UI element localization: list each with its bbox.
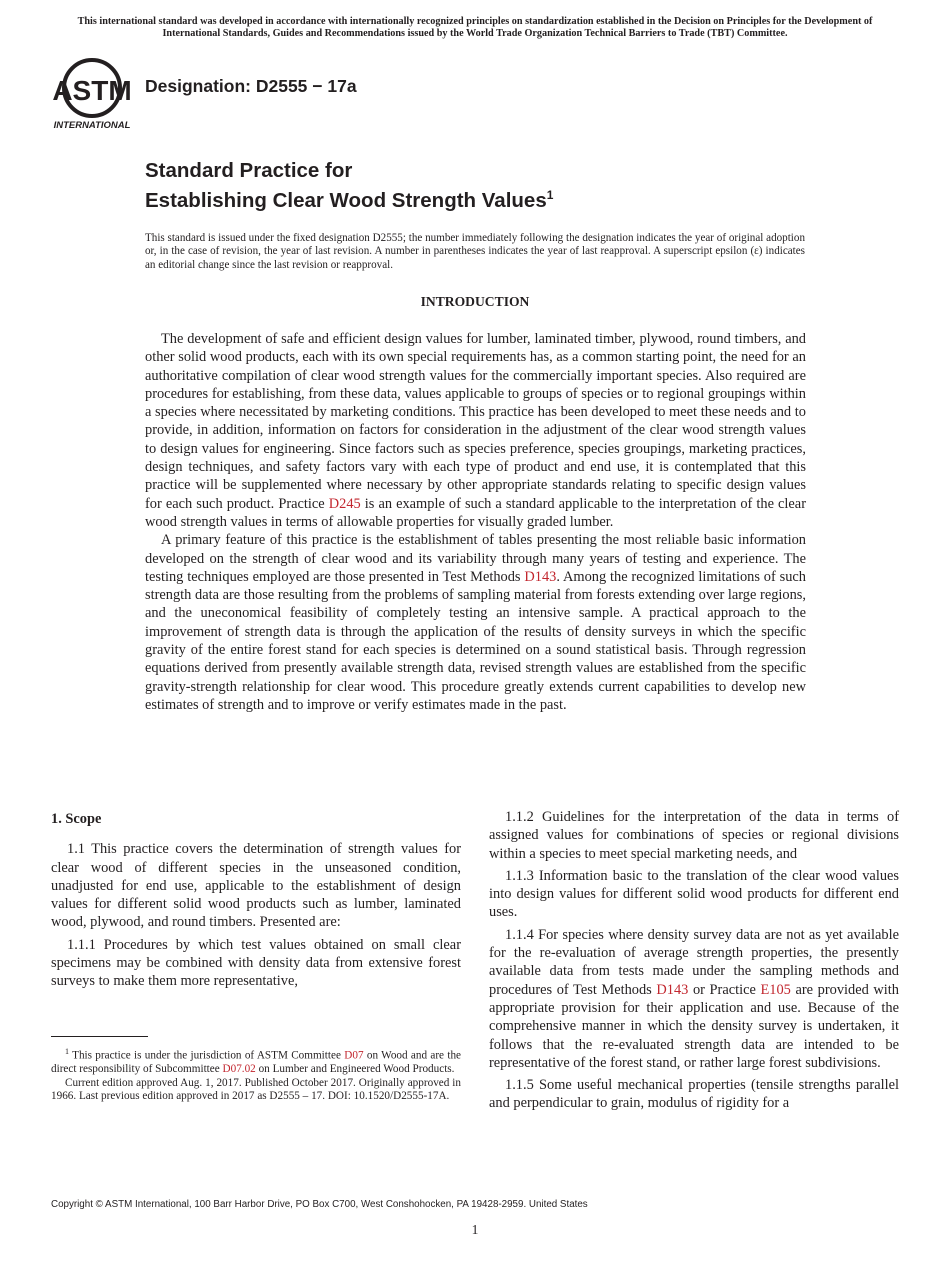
footnote-1-number: 1 — [65, 1047, 69, 1056]
section-1-1-1: 1.1.1 Procedures by which test values obtained on small clear specimens may be combined with density data from extensive forest surveys to make them more representative, — [51, 936, 461, 990]
intro-p2-text-b: . Among the recognized limitations of such strength data are those resulting from the problems of sampling material from forests extending over large regions, and the uneconomical feasibility of completely testing an intensive sample. A practical approach to the improvement of strength data is through the application of the results of density surveys in which the specific gravity of the entire forest stand for each species is determined on a sound statistical basis. Through regression equations derived from presently available strength data, revised strength values are established from the specific gravity-strength relationship for clear wood. This procedure greatly extends current capabilities to develop new estimates of strength and to improve or verify estimates made in the past. — [145, 568, 806, 713]
footnote-1 — [51, 1045, 461, 1077]
footnote-divider — [51, 1036, 148, 1037]
link-d245[interactable]: D245 — [328, 495, 361, 512]
intro-paragraph-2 — [145, 531, 806, 714]
link-e105[interactable]: E105 — [760, 981, 791, 998]
s114-text-a: 1.1.4 For species where density survey data are not as yet available for the re-evaluation of average strength properties, the presently available data from tests made under the sampling methods and procedures of Test Methods — [489, 926, 899, 998]
intro-p1-text-a: The development of safe and efficient design values for lumber, laminated timber, plywood, round timbers, and other solid wood products, each with its own special requirements has, as a common starting point, the need for an authoritative compilation of clear wood strength values for the commercially important species. Also required are procedures for establishing, from these data, values applicable to groups of species or to regional groupings within a species where necessitated by marketing conditions. This practice has been developed to meet these needs and to provide, in addition, information on factors for consideration in the adjustment of the clear wood strength values to design values for engineering. Since factors such as species preference, species groupings, marketing practices, design techniques, and safety factors vary with each type of product and end use, it is contemplated that this practice will be supplemented where necessary by other appropriate standards relating to specific design values for each such product. Practice — [145, 331, 806, 512]
footnotes — [51, 1045, 461, 1103]
fn1-text-b: on Wood and are the direct responsibility of Subcommittee — [51, 1049, 462, 1076]
link-d07-02[interactable]: D07.02 — [222, 1063, 256, 1076]
section-1-1-4 — [489, 926, 899, 1072]
footnote-edition: Current edition approved Aug. 1, 2017. Published October 2017. Originally approved in 1966. Last previous edition approved in 2017 as D2555 – 17. DOI: 10.1520/D2555-17A. — [51, 1076, 461, 1102]
link-d07[interactable]: D07 — [344, 1049, 364, 1062]
page-number: 1 — [471, 1222, 479, 1237]
section-1-1: 1.1 This practice covers the determination of strength values for clear wood of different species in the unseasoned condition, unadjusted for end use, applicable to the establishment of design values for different solid wood products such as lumber, laminated wood, plywood, and round timbers. Presented are: — [51, 841, 461, 931]
introduction-heading: INTRODUCTION — [420, 294, 530, 309]
intro-paragraph-1 — [145, 330, 806, 531]
section-1-1-3: 1.1.3 Information basic to the translation of the clear wood values into design values for different solid wood products for different end uses. — [489, 867, 899, 921]
left-column — [51, 810, 461, 995]
logo-mark: ASTM — [52, 75, 132, 106]
section-1-1-2: 1.1.2 Guidelines for the interpretation of the data in terms of assigned values for combinations of species or regional divisions within a species to meet special marketing needs, and — [489, 809, 899, 862]
astm-logo — [52, 56, 134, 132]
section-1-1-5: 1.1.5 Some useful mechanical properties (tensile strengths parallel and perpendicular to grain, modulus of rigidity for a — [489, 1077, 899, 1112]
fn1-text-c: on Lumber and Engineered Wood Products. — [255, 1063, 455, 1076]
title-line-1: Standard Practice for — [145, 159, 353, 182]
title-footnote-ref: 1 — [546, 188, 554, 202]
link-d143-scope[interactable]: D143 — [656, 981, 689, 998]
title-line-2-text: Establishing Clear Wood Strength Values — [145, 189, 547, 212]
designation: Designation: D2555 − 17a — [145, 76, 357, 96]
issued-note: This standard is issued under the fixed designation D2555; the number immediately following the designation indicates the year of original adoption or, in the case of revision, the year of last revision. A number in parentheses indicates the year of last reapproval. A superscript epsilon (ε) indicates an editorial change since the last revision or reapproval. — [145, 232, 805, 271]
introduction-body — [145, 330, 806, 714]
right-column — [489, 808, 899, 1117]
logo-label: INTERNATIONAL — [53, 120, 131, 131]
s114-text-c: are provided with appropriate provision for their application and use. Because of the comprehensive manner in which the density survey is undertaken, it follows that the re-evaluated strength data are intended to be representative of the forest stand, or rather large forest subdivisions. — [489, 981, 899, 1071]
intro-p2-text-a: A primary feature of this practice is the establishment of tables presenting the most reliable basic information developed on the strength of clear wood and its variability through many years of testing and experience. The testing techniques employed are those presented in Test Methods — [145, 532, 806, 585]
copyright: Copyright © ASTM International, 100 Barr Harbor Drive, PO Box C700, West Conshohocken, PA 19428-2959. United States — [51, 1199, 588, 1210]
scope-heading: 1. Scope — [51, 811, 102, 827]
s114-text-b: or Practice — [688, 981, 761, 998]
intro-p1-text-b: is an example of such a standard applicable to the interpretation of the clear wood strength values in terms of allowable properties for visually graded lumber. — [145, 495, 806, 530]
tbt-notice: This international standard was developed in accordance with internationally recognized principles on standardization established in the Decision on Principles for the Development of International Standards, Guides and Recommendations issued by the World Trade Organization Technical Barriers to Trade (TBT) Committee. — [77, 16, 873, 39]
title-line-2 — [145, 183, 553, 213]
fn1-text-a: This practice is under the jurisdiction of ASTM Committee — [69, 1049, 345, 1062]
link-d143[interactable]: D143 — [524, 568, 557, 585]
document-title — [145, 158, 553, 213]
